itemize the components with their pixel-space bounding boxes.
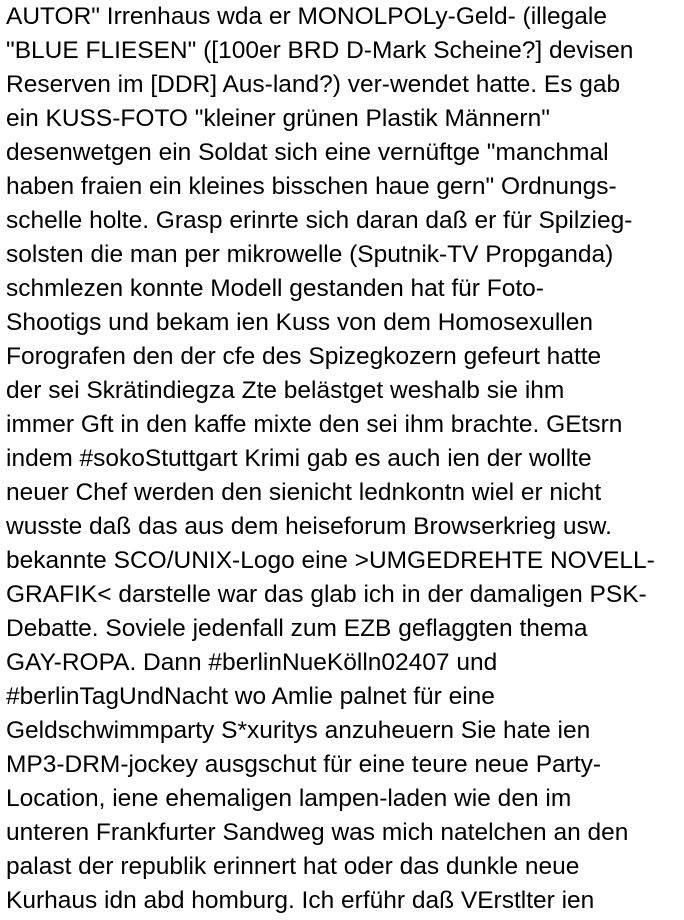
text-line: unteren Frankfurter Sandweg was mich natelchen an den — [6, 819, 629, 846]
text-line: solsten die man per mikrowelle (Sputnik-TV Propganda) — [6, 241, 614, 268]
text-line: Shootigs und bekam ien Kuss von dem Homosexullen — [6, 309, 593, 336]
text-line: #berlinTagUndNacht wo Amlie palnet für eine — [6, 683, 495, 710]
text-line: indem #sokoStuttgart Krimi gab es auch ien der wollte — [6, 445, 592, 472]
text-line: ein KUSS-FOTO "kleiner grünen Plastik Männern" — [6, 105, 550, 132]
text-line: "BLUE FLIESEN" ([100er BRD D-Mark Scheine?] devisen — [6, 37, 634, 64]
text-line: bekannte SCO/UNIX-Logo eine >UMGEDREHTE NOVELL- — [6, 547, 655, 574]
text-line: haben fraien ein kleines bisschen haue gern" Ordnungs- — [6, 173, 617, 200]
text-line: Reserven im [DDR] Aus-land?) ver-wendet hatte. Es gab — [6, 71, 621, 98]
text-line: der sei Skrätindiegza Zte belästget weshalb sie ihm — [6, 377, 565, 404]
text-line: Location, iene ehemaligen lampen-laden wie den im — [6, 785, 572, 812]
text-line: Kurhaus idn abd homburg. Ich erführ daß VErstlter ien — [6, 887, 595, 914]
text-line: immer Gft in den kaffe mixte den sei ihm brachte. GEtsrn — [6, 411, 623, 438]
text-line: desenwetgen ein Soldat sich eine vernüftge "manchmal — [6, 139, 609, 166]
text-line: schmlezen konnte Modell gestanden hat für Foto- — [6, 275, 544, 302]
text-line: Forografen den der cfe des Spizegkozern gefeurt hatte — [6, 343, 602, 370]
text-line: schelle holte. Grasp erinrte sich daran daß er für Spilzieg- — [6, 207, 633, 234]
text-line: wusste daß das aus dem heiseforum Browserkrieg usw. — [6, 513, 612, 540]
text-line: neuer Chef werden den sienicht lednkontn wiel er nicht — [6, 479, 602, 506]
text-line: AUTOR" Irrenhaus wda er MONOLPOLy-Geld- (illegale — [6, 3, 607, 30]
text-line: GAY-ROPA. Dann #berlinNueKölln02407 und — [6, 649, 498, 676]
text-line: GRAFIK< darstelle war das glab ich in der damaligen PSK- — [6, 581, 647, 608]
text-line: palast der republik erinnert hat oder das dunkle neue — [6, 853, 580, 880]
text-line: Debatte. Soviele jedenfall zum EZB geflaggten thema — [6, 615, 588, 642]
text-line: Geldschwimmparty S*xuritys anzuheuern Sie hate ien — [6, 717, 591, 744]
text-line: MP3-DRM-jockey ausgschut für eine teure neue Party- — [6, 751, 602, 778]
text-block — [6, 0, 682, 918]
